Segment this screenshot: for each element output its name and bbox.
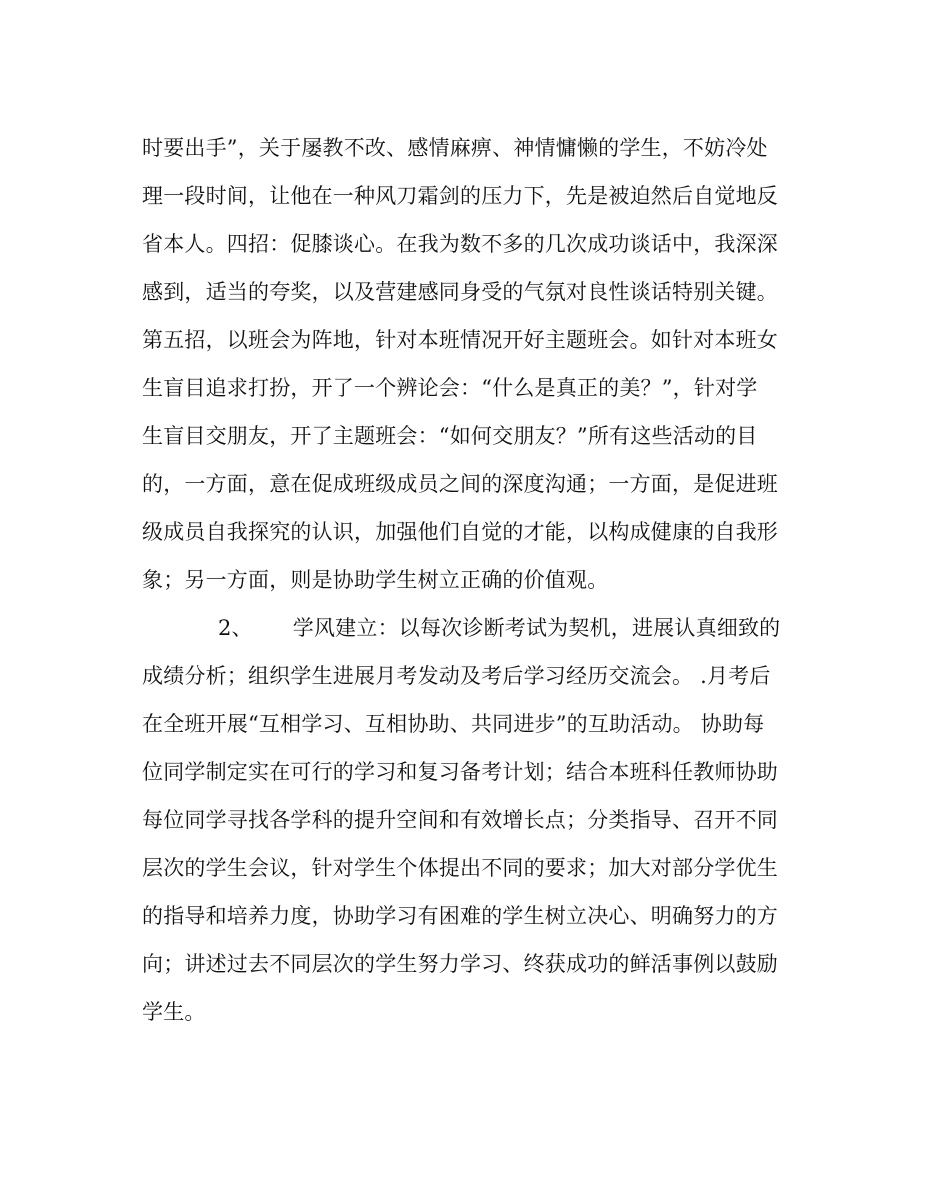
paragraph-1 [142,124,822,604]
text-line: 理一段时间，让他在一种风刀霜剑的压力下，先是被迫然后自觉地反 [142,184,778,208]
text-line: 的，一方面，意在促成班级成员之间的深度沟通；一方面，是促进班 [142,472,778,496]
text-line: 感到，适当的夸奖，以及营建感同身受的气氛对良性谈话特别关键。 [142,280,778,304]
text-line: 学生。 [142,1000,206,1024]
text-line: 生盲目追求打扮，开了一个辨论会：“什么是真正的美？”，针对学 [142,376,758,400]
text-line: 省本人。四招：促膝谈心。在我为数不多的几次成功谈话中，我深深 [142,232,778,256]
text-line: 在全班开展“互相学习、互相协助、共同进步”的互助活动。 协助每 [142,712,765,736]
text-line: 第五招，以班会为阵地，针对本班情况开好主题班会。如针对本班女 [142,328,778,352]
text-line: 层次的学生会议，针对学生个体提出不同的要求；加大对部分学优生 [142,856,778,880]
text-line: 向；讲述过去不同层次的学生努力学习、终获成功的鲜活事例以鼓励 [142,952,778,976]
text-line: 级成员自我探究的认识，加强他们自觉的才能，以构成健康的自我形 [142,520,778,544]
paragraph-2-first-line [142,604,822,652]
text-line: 象；另一方面，则是协助学生树立正确的价值观。 [142,568,609,592]
text-line: 每位同学寻找各学科的提升空间和有效增长点；分类指导、召开不同 [142,808,778,832]
text-line: 的指导和培养力度，协助学习有困难的学生树立决心、明确努力的方 [142,904,778,928]
list-number: 2、 [218,616,253,640]
text-line: 生盲目交朋友，开了主题班会：“如何交朋友？”所有这些活动的目 [142,424,758,448]
paragraph-2 [142,604,822,1036]
text-line: 成绩分析；组织学生进展月考发动及考后学习经历交流会。 .月考后 [142,664,771,688]
text-line: 位同学制定实在可行的学习和复习备考计划；结合本班科任教师协助 [142,760,778,784]
body-text [142,124,822,1036]
text-line: 学风建立：以每次诊断考试为契机，进展认真细致的 [292,616,781,640]
text-line: 时要出手”，关于屡教不改、感情麻痹、神情慵懒的学生，不妨冷处 [142,136,768,160]
